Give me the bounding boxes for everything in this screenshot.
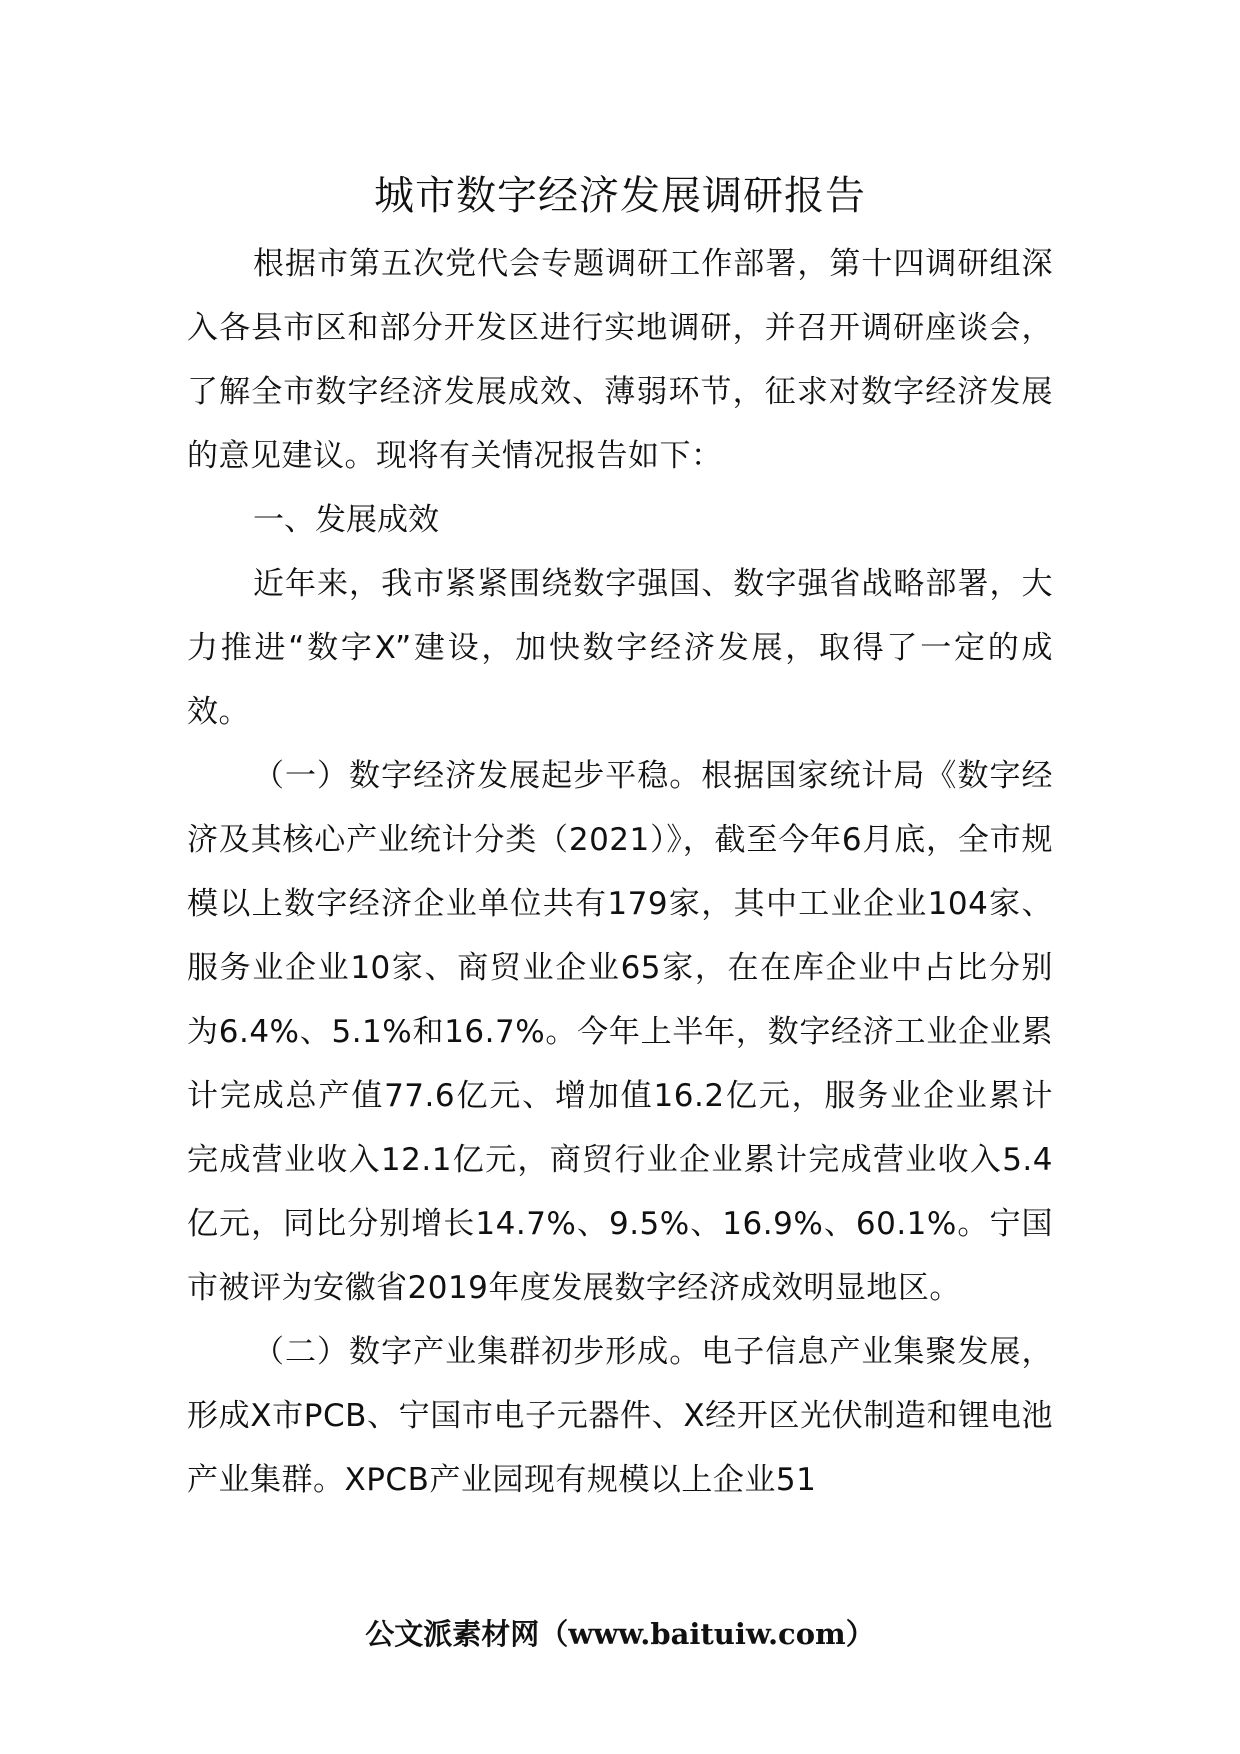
footer-watermark: 公文派素材网（www.baituiw.com） [365,1617,875,1651]
subsection-2-paragraph: （二）数字产业集群初步形成。电子信息产业集聚发展，形成X市PCB、宁国市电子元器件、X经开区光伏制造和锂电池产业集群。XPCB产业园现有规模以上企业51 [187,1334,1053,1498]
document-title: 城市数字经济发展调研报告 [374,173,866,219]
intro-paragraph: 根据市第五次党代会专题调研工作部署，第十四调研组深入各县市区和部分开发区进行实地调研，并召开调研座谈会，了解全市数字经济发展成效、薄弱环节，征求对数字经济发展的意见建议。现将有关情况报告如下： [187,246,1053,474]
section-heading-achievements: 一、发展成效 [253,502,439,538]
section-intro-paragraph: 近年来，我市紧紧围绕数字强国、数字强省战略部署，大力推进“数字X”建设，加快数字经济发展，取得了一定的成效。 [187,566,1053,730]
document-body [187,232,1053,1512]
subsection-1-paragraph: （一）数字经济发展起步平稳。根据国家统计局《数字经济及其核心产业统计分类（2021）》，截至今年6月底，全市规模以上数字经济企业单位共有179家，其中工业企业104家、服务业企业10家、商贸业企业65家，在在库企业中占比分别为6.4%、5.1%和16.7%。今年上半年，数字经济工业企业累计完成总产值77.6亿元、增加值16.2亿元，服务业企业累计完成营业收入12.1亿元，商贸行业企业累计完成营业收入5.4亿元，同比分别增长14.7%、9.5%、16.9%、60.1%。宁国市被评为安徽省2019年度发展数字经济成效明显地区。 [187,758,1053,1306]
